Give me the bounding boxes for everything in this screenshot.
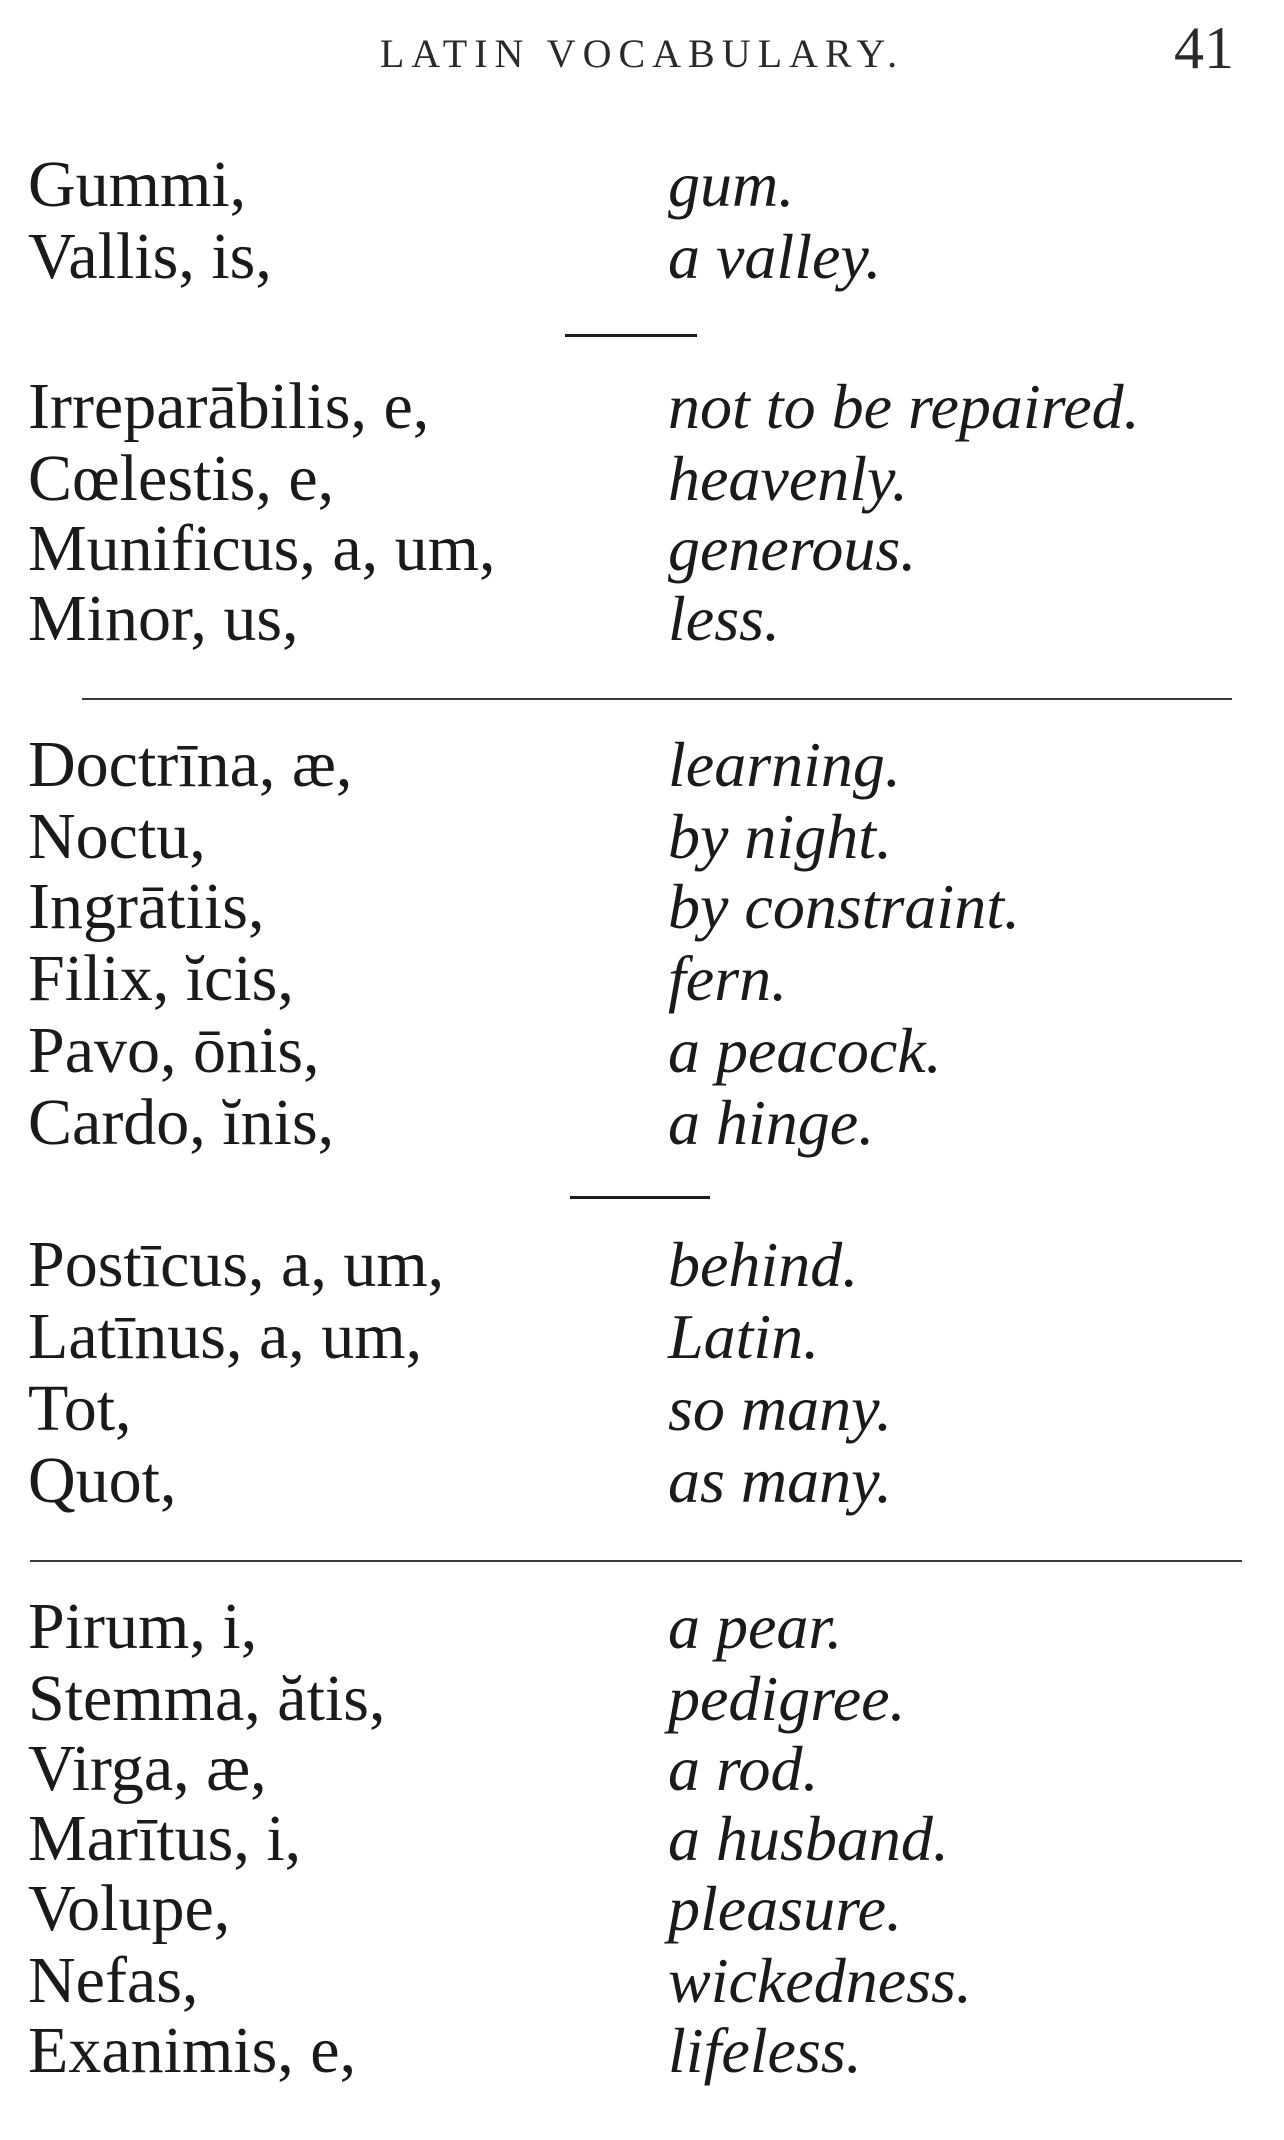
latin-word: Irreparābilis, e, bbox=[28, 370, 430, 443]
latin-word: Munificus, a, um, bbox=[28, 512, 496, 585]
section-divider bbox=[82, 698, 1232, 700]
latin-word: Noctu, bbox=[28, 800, 206, 873]
english-meaning: lifeless. bbox=[668, 2015, 862, 2086]
vocab-entry bbox=[0, 1804, 1284, 1874]
english-meaning: behind. bbox=[668, 1229, 859, 1300]
english-meaning: pedigree. bbox=[668, 1663, 906, 1734]
latin-word: Minor, us, bbox=[28, 582, 299, 655]
vocab-entry bbox=[0, 1302, 1284, 1372]
vocab-entry bbox=[0, 1374, 1284, 1444]
vocab-entry bbox=[0, 1016, 1284, 1086]
vocab-entry bbox=[0, 944, 1284, 1014]
vocab-entry bbox=[0, 1874, 1284, 1944]
vocab-entry bbox=[0, 1088, 1284, 1158]
running-header: LATIN VOCABULARY. bbox=[379, 31, 905, 76]
latin-word: Exanimis, e, bbox=[28, 2014, 357, 2087]
latin-word: Vallis, is, bbox=[28, 220, 272, 293]
english-meaning: pleasure. bbox=[668, 1873, 903, 1944]
vocab-entry bbox=[0, 2016, 1284, 2086]
vocab-entry bbox=[0, 802, 1284, 872]
latin-word: Tot, bbox=[28, 1372, 132, 1445]
latin-word: Doctrīna, æ, bbox=[28, 728, 353, 801]
vocab-entry bbox=[0, 1592, 1284, 1662]
vocab-entry bbox=[0, 222, 1284, 292]
english-meaning: a valley. bbox=[668, 221, 882, 292]
english-meaning: a husband. bbox=[668, 1803, 949, 1874]
english-meaning: not to be repaired. bbox=[668, 371, 1140, 442]
english-meaning: a peacock. bbox=[668, 1015, 942, 1086]
english-meaning: as many. bbox=[668, 1445, 892, 1516]
latin-word: Stemma, ătis, bbox=[28, 1662, 386, 1735]
vocab-entry bbox=[0, 1734, 1284, 1804]
english-meaning: so many. bbox=[668, 1373, 892, 1444]
vocab-entry bbox=[0, 150, 1284, 220]
latin-word: Filix, ĭcis, bbox=[28, 942, 294, 1015]
english-meaning: less. bbox=[668, 583, 780, 654]
latin-word: Ingrātiis, bbox=[28, 870, 265, 943]
latin-word: Cardo, ĭnis, bbox=[28, 1086, 335, 1159]
english-meaning: a rod. bbox=[668, 1733, 819, 1804]
page-number: 41 bbox=[1174, 15, 1234, 81]
english-meaning: generous. bbox=[668, 513, 917, 584]
short-divider bbox=[570, 1196, 710, 1199]
vocab-entry bbox=[0, 372, 1284, 442]
english-meaning: heavenly. bbox=[668, 443, 908, 514]
vocab-entry bbox=[0, 1446, 1284, 1516]
latin-word: Marītus, i, bbox=[28, 1802, 302, 1875]
latin-word: Pirum, i, bbox=[28, 1590, 258, 1663]
english-meaning: fern. bbox=[668, 943, 788, 1014]
vocab-entry bbox=[0, 584, 1284, 654]
vocab-entry bbox=[0, 1664, 1284, 1734]
vocab-entry bbox=[0, 1230, 1284, 1300]
latin-word: Latīnus, a, um, bbox=[28, 1300, 423, 1373]
vocab-entry bbox=[0, 444, 1284, 514]
latin-word: Postīcus, a, um, bbox=[28, 1228, 445, 1301]
latin-word: Quot, bbox=[28, 1444, 177, 1517]
short-divider bbox=[565, 334, 697, 337]
english-meaning: by night. bbox=[668, 801, 892, 872]
english-meaning: learning. bbox=[668, 729, 901, 800]
vocab-entry bbox=[0, 730, 1284, 800]
latin-word: Volupe, bbox=[28, 1872, 231, 1945]
vocab-entry bbox=[0, 514, 1284, 584]
section-divider bbox=[30, 1560, 1242, 1562]
latin-word: Nefas, bbox=[28, 1944, 199, 2017]
latin-word: Virga, æ, bbox=[28, 1732, 267, 1805]
latin-word: Pavo, ōnis, bbox=[28, 1014, 320, 1087]
english-meaning: by constraint. bbox=[668, 871, 1020, 942]
english-meaning: wickedness. bbox=[668, 1945, 972, 2016]
vocab-entry bbox=[0, 1946, 1284, 2016]
english-meaning: a hinge. bbox=[668, 1087, 875, 1158]
latin-word: Gummi, bbox=[28, 148, 247, 221]
vocab-entry bbox=[0, 872, 1284, 942]
english-meaning: Latin. bbox=[668, 1301, 820, 1372]
latin-word: Cœlestis, e, bbox=[28, 442, 335, 515]
english-meaning: a pear. bbox=[668, 1591, 843, 1662]
english-meaning: gum. bbox=[668, 149, 795, 220]
